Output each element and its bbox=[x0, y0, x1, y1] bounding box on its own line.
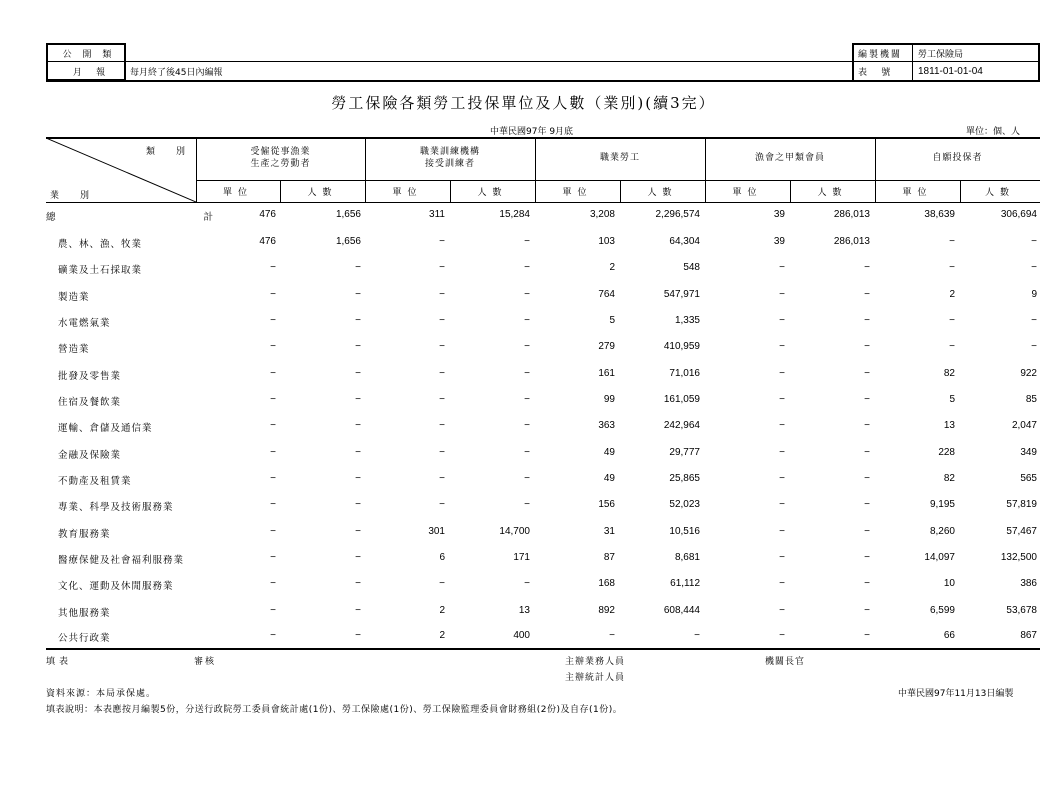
table-cell: − bbox=[439, 578, 445, 589]
table-cell: 15,284 bbox=[499, 209, 530, 220]
table-cell: 87 bbox=[603, 552, 615, 563]
table-cell: − bbox=[864, 394, 870, 405]
table-cell: − bbox=[355, 368, 361, 379]
table-cell: − bbox=[524, 394, 530, 405]
table-cell: − bbox=[779, 262, 785, 273]
industry-row-label: 公共行政業 bbox=[58, 633, 111, 644]
subhead-units-0: 單位 bbox=[222, 188, 253, 198]
table-cell: 1,656 bbox=[335, 236, 361, 247]
header-agency-value: 勞工保險局 bbox=[918, 49, 964, 60]
table-cell: − bbox=[355, 630, 361, 641]
table-cell: − bbox=[439, 262, 445, 273]
col-header-occupational: 職業勞工 bbox=[599, 153, 640, 163]
table-cell: 5 bbox=[609, 315, 615, 326]
table-cell: 2 bbox=[439, 630, 445, 641]
table-cell: 61,112 bbox=[670, 578, 700, 589]
subhead-units-3: 單位 bbox=[732, 188, 763, 198]
table-cell: 922 bbox=[1020, 368, 1037, 379]
table-cell: 13 bbox=[518, 605, 530, 616]
table-cell: 5 bbox=[949, 394, 955, 405]
table-cell: − bbox=[864, 605, 870, 616]
table-cell: − bbox=[524, 499, 530, 510]
table-cell: 132,500 bbox=[1000, 552, 1037, 563]
table-cell: − bbox=[779, 420, 785, 431]
table-cell: − bbox=[270, 262, 276, 273]
table-cell: − bbox=[864, 578, 870, 589]
table-cell: − bbox=[524, 368, 530, 379]
table-cell: − bbox=[864, 289, 870, 300]
industry-row-label: 不動產及租賃業 bbox=[58, 476, 132, 487]
header-form-value: 1811-01-01-04 bbox=[918, 65, 983, 77]
table-cell: − bbox=[864, 499, 870, 510]
table-cell: 476 bbox=[259, 236, 276, 247]
table-cell: − bbox=[864, 368, 870, 379]
table-cell: − bbox=[270, 368, 276, 379]
table-cell: − bbox=[524, 262, 530, 273]
table-cell: 49 bbox=[603, 447, 615, 458]
table-cell: 31 bbox=[603, 526, 615, 537]
table-cell: 39 bbox=[773, 209, 785, 220]
table-cell: 64,304 bbox=[669, 236, 700, 247]
table-cell: − bbox=[949, 341, 955, 352]
subhead-persons-3: 人數 bbox=[817, 188, 848, 198]
table-cell: − bbox=[779, 526, 785, 537]
table-cell: − bbox=[355, 605, 361, 616]
table-cell: − bbox=[355, 526, 361, 537]
table-cell: − bbox=[779, 394, 785, 405]
table-cell: − bbox=[270, 289, 276, 300]
table-cell: 10,516 bbox=[669, 526, 700, 537]
table-cell: 410,959 bbox=[663, 341, 700, 352]
table-cell: − bbox=[864, 262, 870, 273]
table-cell: − bbox=[439, 394, 445, 405]
table-cell: − bbox=[355, 315, 361, 326]
subhead-persons-4: 人數 bbox=[984, 188, 1015, 198]
table-cell: 764 bbox=[598, 289, 615, 300]
table-cell: 38,639 bbox=[924, 209, 955, 220]
table-cell: 25,865 bbox=[669, 473, 700, 484]
table-cell: − bbox=[949, 315, 955, 326]
col-header-voluntary: 自願投保者 bbox=[932, 153, 983, 163]
table-cell: − bbox=[1031, 236, 1037, 247]
table-cell: 9 bbox=[1031, 289, 1037, 300]
corner-top-label: 類 別 bbox=[146, 147, 187, 157]
table-cell: 99 bbox=[603, 394, 615, 405]
table-cell: 892 bbox=[598, 605, 615, 616]
table-cell: − bbox=[524, 420, 530, 431]
table-cell: 547,971 bbox=[663, 289, 700, 300]
industry-row-label: 專業、科學及技術服務業 bbox=[58, 502, 174, 513]
table-cell: 29,777 bbox=[669, 447, 700, 458]
table-cell: − bbox=[439, 420, 445, 431]
industry-row-label: 文化、運動及休閒服務業 bbox=[58, 581, 174, 592]
table-cell: 363 bbox=[598, 420, 615, 431]
table-cell: 1,335 bbox=[674, 315, 700, 326]
table-cell: 14,097 bbox=[924, 552, 955, 563]
table-cell: − bbox=[779, 341, 785, 352]
table-cell: − bbox=[439, 236, 445, 247]
table-cell: − bbox=[524, 341, 530, 352]
table-cell: 608,444 bbox=[663, 605, 700, 616]
table-cell: 8,260 bbox=[929, 526, 955, 537]
table-cell: − bbox=[270, 341, 276, 352]
table-cell: − bbox=[439, 499, 445, 510]
table-cell: 2 bbox=[609, 262, 615, 273]
table-cell: 57,467 bbox=[1006, 526, 1037, 537]
table-cell: 161,059 bbox=[663, 394, 700, 405]
unit-label: 單位：個、人 bbox=[966, 127, 1021, 137]
table-cell: 2,047 bbox=[1011, 420, 1037, 431]
table-cell: 168 bbox=[598, 578, 615, 589]
table-cell: − bbox=[864, 526, 870, 537]
table-cell: − bbox=[779, 499, 785, 510]
table-cell: 9,195 bbox=[929, 499, 955, 510]
table-cell: − bbox=[1031, 262, 1037, 273]
table-cell: 3,208 bbox=[589, 209, 615, 220]
table-bottom-border bbox=[46, 648, 1040, 650]
table-cell: 349 bbox=[1020, 447, 1037, 458]
table-cell: 85 bbox=[1025, 394, 1037, 405]
table-cell: 867 bbox=[1020, 630, 1037, 641]
industry-row-label: 營造業 bbox=[58, 344, 90, 355]
table-cell: 171 bbox=[513, 552, 530, 563]
table-cell: − bbox=[439, 289, 445, 300]
table-cell: − bbox=[270, 394, 276, 405]
footer-source: 資料來源：本局承保處。 bbox=[46, 689, 157, 699]
footer-business: 主辦業務人員 bbox=[565, 657, 626, 667]
table-cell: − bbox=[864, 420, 870, 431]
col-header-fishermen-members: 漁會之甲類會員 bbox=[754, 153, 825, 163]
footer-review: 審核 bbox=[194, 657, 217, 667]
col-header-trainees: 職業訓練機構 接受訓練者 bbox=[419, 147, 480, 169]
industry-row-label: 教育服務業 bbox=[58, 529, 111, 540]
page-title: 勞工保險各類勞工投保單位及人數（業別)(續3完） bbox=[331, 94, 716, 112]
table-cell: − bbox=[779, 578, 785, 589]
industry-row-label: 水電燃氣業 bbox=[58, 318, 111, 329]
header-bottom-line bbox=[46, 202, 1040, 203]
table-cell: − bbox=[439, 341, 445, 352]
industry-row-label: 農、林、漁、牧業 bbox=[58, 239, 143, 250]
table-cell: 286,013 bbox=[833, 209, 870, 220]
table-cell: − bbox=[1031, 341, 1037, 352]
subhead-persons-2: 人數 bbox=[647, 188, 678, 198]
table-cell: − bbox=[524, 315, 530, 326]
table-cell: − bbox=[779, 368, 785, 379]
table-cell: 386 bbox=[1020, 578, 1037, 589]
table-cell: 71,016 bbox=[669, 368, 700, 379]
table-cell: 279 bbox=[598, 341, 615, 352]
table-cell: 53,678 bbox=[1006, 605, 1037, 616]
table-cell: 103 bbox=[598, 236, 615, 247]
table-cell: − bbox=[439, 368, 445, 379]
table-cell: 400 bbox=[513, 630, 530, 641]
table-cell: 82 bbox=[943, 473, 955, 484]
table-cell: − bbox=[355, 447, 361, 458]
header-public-label: 公 開 類 bbox=[62, 49, 116, 60]
table-cell: − bbox=[524, 236, 530, 247]
table-cell: − bbox=[270, 578, 276, 589]
total-row-label: 總 計 bbox=[46, 212, 215, 223]
table-cell: 49 bbox=[603, 473, 615, 484]
table-cell: − bbox=[864, 341, 870, 352]
header-schedule-text: 每月終了後45日內編報 bbox=[130, 67, 223, 78]
table-cell: − bbox=[524, 447, 530, 458]
table-cell: − bbox=[439, 473, 445, 484]
footer-note: 填表說明：本表應按月編製5份，分送行政院勞工委員會統計處(1份)、勞工保險處(1份)、勞工保險監理委員會財務組(2份)及自存(1份)。 bbox=[46, 705, 623, 715]
table-cell: − bbox=[779, 473, 785, 484]
table-cell: 1,656 bbox=[335, 209, 361, 220]
table-cell: 6 bbox=[439, 552, 445, 563]
table-cell: 156 bbox=[598, 499, 615, 510]
table-cell: − bbox=[779, 315, 785, 326]
table-cell: − bbox=[779, 289, 785, 300]
industry-row-label: 住宿及餐飲業 bbox=[58, 397, 122, 408]
table-cell: 6,599 bbox=[929, 605, 955, 616]
table-cell: 14,700 bbox=[499, 526, 530, 537]
table-cell: − bbox=[949, 262, 955, 273]
table-cell: − bbox=[270, 420, 276, 431]
industry-row-label: 醫療保健及社會福利服務業 bbox=[58, 555, 185, 566]
table-cell: − bbox=[355, 341, 361, 352]
table-cell: 476 bbox=[259, 209, 276, 220]
table-cell: 52,023 bbox=[669, 499, 700, 510]
table-cell: − bbox=[355, 578, 361, 589]
subhead-persons-0: 人數 bbox=[307, 188, 338, 198]
table-cell: − bbox=[355, 394, 361, 405]
subhead-units-2: 單位 bbox=[562, 188, 593, 198]
table-cell: 66 bbox=[943, 630, 955, 641]
subhead-units-4: 單位 bbox=[902, 188, 933, 198]
table-cell: 13 bbox=[943, 420, 955, 431]
table-cell: − bbox=[949, 236, 955, 247]
table-cell: 10 bbox=[943, 578, 955, 589]
subhead-units-1: 單位 bbox=[392, 188, 423, 198]
table-cell: − bbox=[270, 473, 276, 484]
table-cell: − bbox=[524, 289, 530, 300]
table-cell: − bbox=[864, 552, 870, 563]
industry-row-label: 製造業 bbox=[58, 292, 90, 303]
table-cell: − bbox=[270, 605, 276, 616]
footer-head: 機關長官 bbox=[765, 657, 806, 667]
table-cell: − bbox=[270, 526, 276, 537]
table-cell: − bbox=[779, 630, 785, 641]
table-cell: 82 bbox=[943, 368, 955, 379]
header-form-label: 表 號 bbox=[858, 67, 891, 78]
table-cell: 2 bbox=[949, 289, 955, 300]
table-cell: − bbox=[864, 630, 870, 641]
header-right-divider bbox=[912, 43, 913, 82]
footer-compiled: 中華民國97年11月13日編製 bbox=[898, 689, 1014, 699]
header-monthly-label: 月 報 bbox=[72, 67, 106, 78]
table-cell: − bbox=[864, 315, 870, 326]
table-cell: − bbox=[439, 447, 445, 458]
industry-row-label: 批發及零售業 bbox=[58, 371, 122, 382]
table-cell: 548 bbox=[683, 262, 700, 273]
table-cell: 8,681 bbox=[674, 552, 700, 563]
table-cell: − bbox=[779, 552, 785, 563]
table-cell: − bbox=[270, 630, 276, 641]
table-cell: 286,013 bbox=[833, 236, 870, 247]
table-cell: 2,296,574 bbox=[655, 209, 700, 220]
table-cell: 39 bbox=[773, 236, 785, 247]
corner-bottom-label: 業 別 bbox=[50, 191, 91, 201]
table-cell: − bbox=[355, 262, 361, 273]
table-cell: − bbox=[355, 420, 361, 431]
table-cell: − bbox=[524, 578, 530, 589]
industry-row-label: 運輸、倉儲及通信業 bbox=[58, 423, 153, 434]
table-cell: − bbox=[355, 499, 361, 510]
industry-row-label: 其他服務業 bbox=[58, 608, 111, 619]
table-cell: − bbox=[355, 552, 361, 563]
table-cell: 228 bbox=[938, 447, 955, 458]
table-cell: 242,964 bbox=[663, 420, 700, 431]
table-cell: − bbox=[270, 552, 276, 563]
table-cell: − bbox=[864, 473, 870, 484]
header-agency-label: 編製機關 bbox=[858, 49, 903, 60]
table-cell: 311 bbox=[429, 209, 445, 220]
table-cell: 565 bbox=[1020, 473, 1037, 484]
industry-row-label: 金融及保險業 bbox=[58, 450, 122, 461]
subheader-top-line bbox=[196, 180, 1040, 181]
report-date: 中華民國97年 9月底 bbox=[490, 127, 574, 137]
table-cell: − bbox=[864, 447, 870, 458]
table-cell: − bbox=[270, 499, 276, 510]
table-cell: − bbox=[1031, 315, 1037, 326]
table-cell: − bbox=[439, 315, 445, 326]
footer-fill: 填表 bbox=[46, 657, 73, 667]
table-cell: − bbox=[270, 447, 276, 458]
subhead-persons-1: 人數 bbox=[477, 188, 508, 198]
table-cell: − bbox=[694, 630, 700, 641]
table-cell: 306,694 bbox=[1000, 209, 1037, 220]
footer-stats: 主辦統計人員 bbox=[565, 673, 626, 683]
table-cell: − bbox=[270, 315, 276, 326]
table-cell: − bbox=[524, 473, 530, 484]
table-cell: 161 bbox=[598, 368, 615, 379]
table-cell: 301 bbox=[428, 526, 445, 537]
col-header-fishery-workers: 受僱從事漁業 生產之勞動者 bbox=[250, 147, 311, 169]
industry-row-label: 礦業及土石採取業 bbox=[58, 265, 143, 276]
table-cell: − bbox=[609, 630, 615, 641]
table-cell: 57,819 bbox=[1006, 499, 1037, 510]
table-cell: − bbox=[779, 447, 785, 458]
table-cell: − bbox=[779, 605, 785, 616]
table-cell: − bbox=[355, 473, 361, 484]
table-cell: − bbox=[355, 289, 361, 300]
table-cell: 2 bbox=[439, 605, 445, 616]
